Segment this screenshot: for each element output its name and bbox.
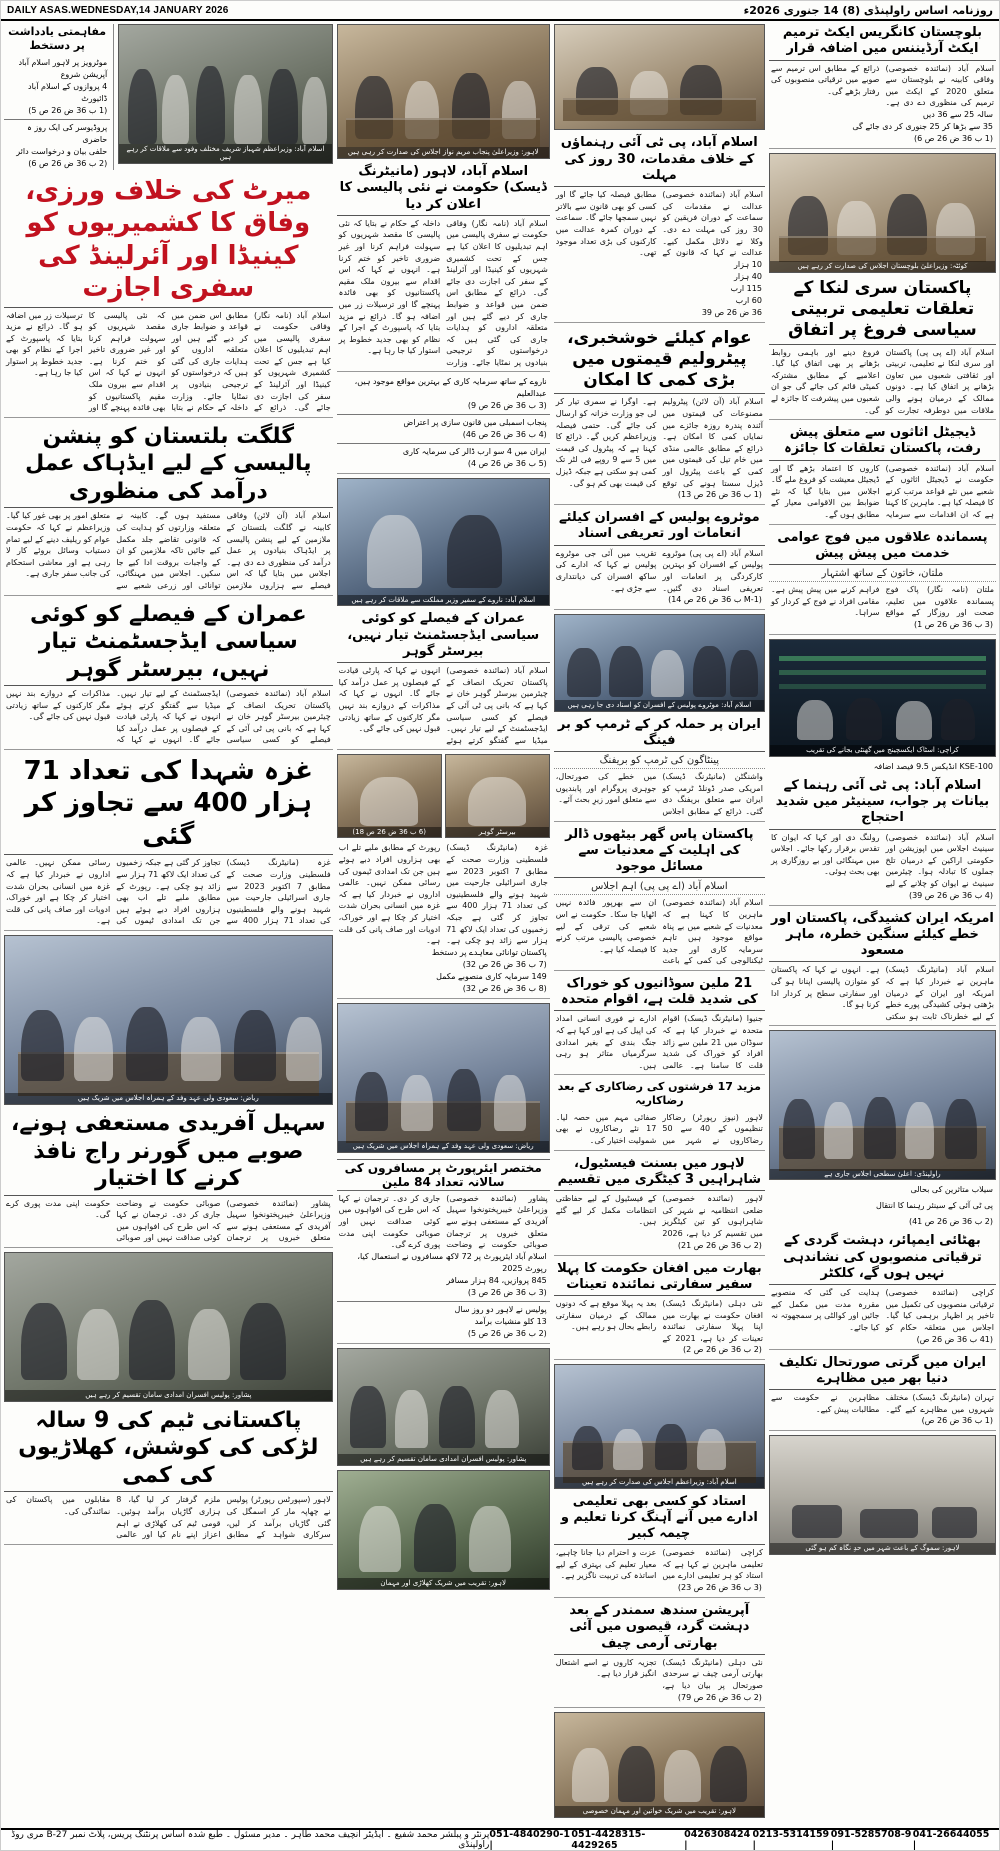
figure-note: 10 ہزار [734, 259, 762, 269]
photo-relief-distribution [4, 1252, 333, 1402]
article-body: نئی دہلی (مانیٹرنگ ڈیسک) افغان حکومت نے بھارت میں اپنا پہلا سفارتی نمائندہ تعینات کر دیا ہے، 2021 کے بعد یہ پہلا موقع ہے کہ دونوں ممالک کے درمیان سفارتی رابطے بحال ہو رہے ہیں۔ [555, 1299, 763, 1343]
side-note: (7 ب 36 ض 26 ص 32) [462, 959, 547, 969]
article-b3 [554, 716, 765, 822]
headline: پاکستان پاس گھر بیٹھوں ڈالر کی اہلیت کے معدنیات سے مسائل موجود [554, 826, 765, 879]
article-notes: (3 ب 36 ض 26 ص 1) [914, 619, 993, 629]
article-body: پشاور (نمائندہ خصوصی) وزیراعلیٰ خیبرپختونخوا سہیل آفریدی کے مستعفی ہونے سے متعلق خبروں پر ترجمان صوبائی حکومت نے وضاحت جاری کر دی۔ ترجمان نے کہا کہ اس طرح کی افواہوں میں کوئی صداقت نہیں اور صوبائی حکومت اپنی مدت پوری کرے گی۔ [338, 1193, 548, 1250]
photo-lahore-smog [769, 1435, 996, 1555]
article-body: اسلام آباد (نمائندہ خصوصی) عدالت نے مقدمات کی سماعت کے دوران فریقین کو 30 روز کی مہلت دے دی۔ وکلا نے دلائل مکمل کیے۔ عدالت نے کہا کہ قانون کے مطابق فیصلہ کیا جائے گا اور کسی کو بھی قانون سے بالاتر نہیں سمجھا جائے گا۔ سماعت کے دوران کمرہ عدالت میں کارکنوں کی بڑی تعداد موجود تھی۔ [555, 190, 763, 258]
headline: عمران کے فیصلے کو کوئی سیاسی ایڈجسٹمنٹ تیار نہیں، بیرسٹر گوہر [337, 610, 550, 663]
side-note: پاکستان توانائی معاہدے پر دستخط [431, 947, 547, 957]
article-a5 [4, 754, 333, 931]
article-b4 [554, 826, 765, 971]
side-note: (4 ب 36 ض 26 ص 46) [462, 430, 547, 440]
masthead [1, 1, 999, 21]
side-note: (2 ب 36 ض 26 ص 41) [908, 1217, 993, 1227]
article-body: اسلام آباد (آن لائن) وفاقی کابینہ نے گلگت بلتستان کے ملازمین کے لیے پنشن پالیسی پر ایڈہاک بنیادوں پر عمل درآمد کی منظوری دے دی ہے۔ اجلاس میں بتایا گیا کہ اس فیصلے سے ہزاروں ملازمین مستفید ہوں گے۔ کابینہ نے متعلقہ وزارتوں کو ہدایت کی کہ قانونی تقاضے جلد مکمل کیے جائیں تاکہ ملازمین کو ان کے واجبات بروقت ادا کیے جا سکیں۔ اجلاس میں مہنگائی، توانائی اور زرعی شعبے سے متعلق امور پر بھی غور کیا گیا۔ وزیراعظم نے کہا کہ حکومت عوام کو ریلیف دینے کے لیے تمام دستیاب وسائل بروئے کار لا رہی ہے اور معاشی استحکام کی جانب سفر جاری ہے۔ [6, 511, 331, 590]
article-body: اسلام آباد (نامہ نگار) وفاقی حکومت نے سفری پالیسی میں اہم تبدیلیوں کا اعلان کیا ہے جس کے تحت کشمیری شہریوں کو کینیڈا اور آئرلینڈ کے سفر کی اجازت دی جائے گی۔ ذرائع کے مطابق اس ضمن میں قواعد و ضوابط جاری کر دیے گئے ہیں اور متعلقہ اداروں کو ہدایات جاری کی گئی ہیں کہ درخواستوں کو ترجیحی بنیادوں پر نمٹایا جائے۔ وزارت داخلہ کے حکام نے بتایا کہ نئی پالیسی کا مقصد شہریوں کو سہولت فراہم کرنا اور غیر ضروری تاخیر کو ختم کرنا ہے۔ انہوں نے کہا کہ اس اقدام سے بیرون ملک مقیم پاکستانیوں کو بھی فائدہ پہنچے گا اور ترسیلات زر میں اضافہ ہو گا۔ ذرائع نے مزید بتایا کہ پاسپورٹ کے اجرا کے نظام کو بھی جدید خطوط پر استوار کیا جا رہا ہے۔ [6, 310, 331, 413]
photo-caption: ریاض: سعودی ولی عہد وفد کے ہمراہ اجلاس میں شریک ہیں [5, 1093, 332, 1104]
photo-pm-delegation [337, 24, 550, 159]
photo-lead-crowd [118, 24, 332, 164]
sidebar-item: (2 ب 36 ض 26 ص 6) [28, 158, 108, 168]
headline: امریکہ ایران کشیدگی، پاکستان اور خطے کیلئے سنگین خطرہ، ماہر مسعود [769, 910, 996, 963]
headline: پاکستان سری لنکا کے تعلقات تعلیمی تربیتی سیاسی فروغ پر اتفاق [769, 277, 996, 345]
column-far-left [769, 24, 996, 1818]
photo-caption: ریاض: سعودی ولی عہد وفد کے ہمراہ اجلاس میں شریک ہیں [338, 1141, 549, 1152]
footer-phone-3: 0213-5314159 | [752, 1829, 830, 1851]
side-note: پولیس نے لاہور دو روز سال [454, 1304, 547, 1314]
lead-photo-block [4, 24, 333, 170]
headline: پاکستانی ٹیم کی 9 سالہ لڑکی کی کوشش، کھلاڑیوں کی کمی [4, 1406, 333, 1493]
photo-caption: بیرسٹر گوہر [446, 827, 549, 838]
photo-rawalpindi-meeting [769, 1030, 996, 1180]
sidebar-item: پروڈیوسر کی ایک روز ہ حاضری [27, 122, 108, 144]
article-notes: (1 ب 36 ض 26 ص 13) [677, 490, 762, 500]
photo-saudi-delegation [4, 935, 333, 1105]
photo-stock-exchange [769, 639, 996, 757]
figure-note: 36 ض 26 ص 39 [701, 307, 762, 317]
article-body: پشاور (نمائندہ خصوصی) وزیراعلیٰ خیبرپختونخوا سہیل آفریدی کے مستعفی ہونے سے متعلق خبروں پر ترجمان صوبائی حکومت نے وضاحت جاری کر دی۔ ترجمان نے کہا کہ اس طرح کی افواہوں میں کوئی صداقت نہیں اور صوبائی حکومت اپنی مدت پوری کرے گی۔ [6, 1198, 331, 1243]
photo-quetta-meeting [769, 153, 996, 273]
headline: غزہ شہدا کی تعداد 71 ہزار 400 سے تجاوز کر گئی [4, 754, 333, 856]
article-c2 [769, 277, 996, 420]
masthead-title-ur: روزنامہ اساس راولپنڈی (8) 14 جنوری 2026ء [743, 3, 993, 17]
footer-phone-5: 051-4428315-4429265 [571, 1829, 646, 1851]
headline: میرٹ کی خلاف ورزی، وفاق کا کشمیریوں کو کینیڈا اور آئرلینڈ کی سفری اجازت [4, 174, 333, 308]
side-note: 149 سرمایہ کاری منصوبے مکمل [436, 971, 547, 981]
headline: سہیل آفریدی مستعفی ہونے، صوبے میں گورنر راج نافذ کرنے کا اختیار [4, 1109, 333, 1196]
headline: اسلام آباد: پی ٹی آئی رہنما کے بیانات پر جواب، سینیٹر میں شدید احتجاج [769, 777, 996, 830]
article-body: اسلام آباد (نمائندہ خصوصی) پاکستان تحریک انصاف کے چیئرمین بیرسٹر گوہر خان نے کہا ہے کہ بانی پی ٹی آئی کے فیصلے کو کسی سیاسی ایڈجسٹمنٹ کے لیے تیار نہیں۔ میڈیا سے گفتگو کرتے ہوئے انہوں نے کہا کہ پارٹی قیادت کے فیصلوں پر عمل درآمد کیا جائے گا۔ انہوں نے کہا کہ مذاکرات کے دروازے بند نہیں مگر کارکنوں کے ساتھ زیادتی قبول نہیں کی جائے گی۔ [338, 666, 548, 745]
headline: 21 ملین سوڈانیوں کو خوراک کی شدید قلت ہے، اقوام متحدہ [554, 975, 765, 1012]
article-subhead: ملتان، خاتون کے ساتھ اشتہار [769, 567, 996, 582]
photo-assembly-session [554, 1364, 765, 1488]
headline: بلوچستان کانگریس ایکٹ ترمیم ایکٹ آرڈیننس میں اضافہ قرار [769, 24, 996, 61]
article-notes: (3 ب 36 ض 26 ص 23) [677, 1583, 762, 1593]
sidebar-item: 4 پروازوں کے اسلام آباد ڈائیورٹ [28, 81, 108, 103]
headline: بھٹائی ایمپائر، دہشت گردی کے ترقیاتی منصوبوں کی نشاندہی نہیں ہوں گے، کلکٹر [769, 1232, 996, 1285]
headline: آپریشن سندھ سمندر کے بعد دہشت گرد، قیصوں میں آئی بھارتی آرمی چیف [554, 1602, 765, 1655]
headline: عوام کیلئے خوشخبری، پیٹرولیم قیمتوں میں بڑی کمی کا امکان [554, 327, 765, 395]
headline: استاد کو کسی بھی تعلیمی ادارے میں آنے آہنگ کرنا تعلیم و چیمہ کبیر [554, 1493, 765, 1546]
photo-caption: لاہور: تقریب میں شریک کھلاڑی اور مہمان [338, 1578, 549, 1589]
headline: موٹروے پولیس کے افسران کیلئے انعامات اور تعریفی اسناد [554, 509, 765, 546]
article-b10 [554, 1493, 765, 1599]
subhead: مختصر ایئرپورٹ پر مسافروں کی سالانہ تعداد 84 ملین [337, 1159, 550, 1191]
article-a7 [4, 1406, 333, 1545]
photo-caption: کوئٹہ: وزیراعلیٰ بلوچستان اجلاس کی صدارت کر رہے ہیں [770, 261, 995, 272]
article-c7 [769, 910, 996, 1027]
photo-riyadh-meeting [337, 1003, 550, 1153]
article-a4-lead [4, 600, 333, 750]
article-b6 [554, 1079, 765, 1150]
side-note: 13 کلو منشیات برآمد [474, 1316, 547, 1326]
footer-phone-6: 051-4840290-1 | [489, 1829, 570, 1851]
photo-norway-ambassador [337, 478, 550, 606]
headline: پسماندہ علاقوں میں فوج عوامی خدمت میں پیش پیش [769, 529, 996, 566]
photo-caption: راولپنڈی: اعلیٰ سطحی اجلاس جاری ہے [770, 1169, 995, 1180]
article-body: اسلام آباد (اے پی پی) موٹروے پولیس کے افسران کو بہترین کارکردگی پر انعامات اور تعریفی اسناد دی گئیں۔ تقریب میں آئی جی موٹروے پولیس نے کہا کہ ادارے کی ساکھ افسران کی دیانتداری سے جڑی ہے۔ [555, 548, 763, 593]
article-body: اسلام آباد (آن لائن) پیٹرولیم مصنوعات کی قیمتوں میں آئندہ پندرہ روزہ جائزے میں نمایاں کمی کا امکان ہے۔ ذرائع کے مطابق عالمی منڈی میں خام تیل کی قیمتوں میں کمی کے باعث پیٹرول اور ڈیزل سستا ہونے کی توقع ہے۔ اوگرا نے سمری تیار کر لی جو وزارت خزانہ کو ارسال کی جائے گی۔ حتمی فیصلہ وزیراعظم کریں گے۔ ذرائع کا کہنا ہے کہ پیٹرول کی قیمت میں 5 سے 9 روپے فی لٹر تک کمی ہو سکتی ہے جبکہ ڈیزل کی قیمت بھی کم ہو گی۔ [555, 397, 763, 488]
article-b1 [554, 327, 765, 506]
side-note: ناروے کے ساتھ سرمایہ کاری کے بہترین مواقع موجود ہیں، عبدالعلیم [354, 377, 547, 399]
page-grid [1, 21, 999, 1821]
footer-phone-4: 0426308424 | [684, 1829, 751, 1851]
headline: بھارت میں افغان حکومت کا پہلا سفیر سفارتی نمائندہ تعینات [554, 1260, 765, 1297]
photo-caption: اسلام آباد: ناروے کے سفیر وزیر مملکت سے ملاقات کر رہے ہیں [338, 595, 549, 606]
article-b5 [554, 975, 765, 1075]
footer-imprint: پرنٹر و پبلشر محمد شفیع ۔ ایڈیٹر انچیف محمد طاہر ۔ مدیر مسئول ۔ طبع شدہ اساس پرنٹنگ پریس، پلاٹ نمبر 27-B مری روڈ راولپنڈی [11, 1830, 490, 1850]
article-c9 [769, 1232, 996, 1349]
article-a6-side [337, 1157, 550, 1344]
column-lead [4, 24, 333, 1818]
photo-caption: لاہور: تقریب میں شریک خواتین اور مہمان خصوصی [555, 1806, 764, 1817]
side-note: (3 ب 36 ض 26 ص 3) [467, 1287, 547, 1297]
article-notes: (41 ب 36 ض 26 ص) [916, 1334, 993, 1344]
article-body: کراچی (نمائندہ خصوصی) تعلیمی ماہرین نے کہا ہے کہ استاد کو ہر تعلیمی ادارے میں عزت و احترام دیا جانا چاہیے، معیار تعلیم کی بہتری کے لیے اساتذہ کی تربیت ناگزیر ہے۔ [555, 1548, 763, 1581]
photo-caption: پشاور: پولیس افسران امدادی سامان تقسیم کر رہے ہیں [5, 1390, 332, 1401]
article-body: اسلام آباد (نامہ نگار) وفاقی حکومت نے سفری پالیسی میں اہم تبدیلیوں کا اعلان کیا ہے جس کے تحت کشمیری شہریوں کو کینیڈا اور آئرلینڈ کے سفر کی اجازت دی جائے گی۔ ذرائع کے مطابق اس ضمن میں قواعد و ضوابط جاری کر دیے گئے ہیں اور متعلقہ اداروں کو ہدایات جاری کی گئی ہیں کہ درخواستوں کو ترجیحی بنیادوں پر نمٹایا جائے۔ وزارت داخلہ کے حکام نے بتایا کہ نئی پالیسی کا مقصد شہریوں کو سہولت فراہم کرنا اور غیر ضروری تاخیر کو ختم کرنا ہے۔ انہوں نے کہا کہ اس اقدام سے بیرون ملک مقیم پاکستانیوں کو بھی فائدہ پہنچے گا اور ترسیلات زر میں اضافہ ہو گا۔ ذرائع نے مزید بتایا کہ پاسپورٹ کے اجرا کے نظام کو بھی جدید خطوط پر استوار کیا جا رہا ہے۔ [338, 218, 548, 367]
article-subhead: اسلام آباد (اے پی پی) اہم اجلاس [554, 880, 765, 895]
article-notes: سالہ 25 سے 36 دیں [922, 109, 993, 119]
figure-note: 40 ہزار [734, 271, 762, 281]
article-notes: (2 ب 36 ض 26 ص 79) [677, 1692, 762, 1702]
stock-ticker-value: KSE-100 انڈیکس 9.5 فیصد اضافہ [873, 761, 993, 771]
side-note: پنجاب اسمبلی میں قانون سازی پر اعتراض [403, 418, 547, 428]
article-body: تہران (مانیٹرنگ ڈیسک) مختلف شہروں میں مظاہرے کیے گئے۔ مظاہرین نے حکومت سے مطالبات پیش کیے۔ [770, 1393, 994, 1414]
photo-caption: اسلام آباد: وزیراعظم اجلاس کی صدارت کر رہے ہیں [555, 1477, 764, 1488]
article-notes: (2 ب 36 ض 26 ص 21) [677, 1240, 762, 1250]
headline: اسلام آباد، لاہور (مانیٹرنگ ڈیسک) حکومت نے نئی پالیسی کا اعلان کر دیا [337, 163, 550, 216]
lead-sidebar [4, 24, 114, 170]
portrait-strip [337, 754, 550, 838]
article-a2 [4, 174, 333, 418]
headline: گلگت بلتستان کو پنشن پالیسی کے لیے ایڈہاک عمل درآمد کی منظوری [4, 422, 333, 509]
article-body: نئی دہلی (مانیٹرنگ ڈیسک) بھارتی آرمی چیف نے سرحدی صورتحال پر بیان دیا ہے، تجزیہ کاروں نے اسے اشتعال انگیز قرار دیا ہے۔ [555, 1657, 763, 1690]
photo-caption: (6 ب 36 ض 26 ص 18) [338, 827, 441, 838]
article-notes: 35 سے بڑھا کر 25 جنوری کر دی جائے گی [852, 121, 993, 131]
article-a3-notes [337, 376, 550, 474]
article-body: لاہور (سپورٹس رپورٹر) پولیس نے چھاپہ مار کر اسمگل کی گئی گاڑیاں برآمد کر لیں، سرکاری شواہد کے مطابق ملزم گرفتار کر لیا گیا، 8 ہزاری گاڑیاں برآمد ہوئیں۔ قومی ٹیم کی کھلاڑی نے اہم اعزاز اپنے نام کیا اور عالمی مقابلوں میں پاکستان کی نمائندگی کی۔ [6, 1495, 331, 1540]
photo-portrait-2 [337, 754, 442, 838]
sidebar-headline: مفاہمتی یادداشت پر دستخط [8, 25, 107, 52]
article-body: اسلام آباد (نمائندہ خصوصی) ماہرین کا کہنا ہے کہ معدنیات کے شعبے میں بے پناہ مواقع موجود ہیں تاہم سرمایہ کاری اور جدید ٹیکنالوجی کی کمی کے باعث ان سے بھرپور فائدہ نہیں اٹھایا جا سکا۔ حکومت نے اس شعبے کی ترقی کے لیے خصوصی پالیسی مرتب کرنے کا فیصلہ کیا ہے۔ [555, 898, 763, 966]
article-notes: (2 ب 36 ض 26 ص 2) [682, 1345, 762, 1355]
article-notes: (4 ب 36 ض 26 ص 39) [908, 890, 993, 900]
article-a2-side [337, 163, 550, 372]
article-body: اسلام آباد (اے پی پی) پاکستان اور سری لنکا نے تعلیمی، تربیتی اور ثقافتی شعبوں میں تعاون بڑھانے پر اتفاق کیا ہے۔ دونوں ممالک کے درمیان ہونے والی ملاقات میں دوطرفہ تجارت کو فروغ دینے اور باہمی روابط بڑھانے پر بھی اتفاق کیا گیا۔ اعلامیے کے مطابق مشترکہ کمیٹی قائم کی جائے گی جو ان شعبوں میں پیشرفت کا جائزہ لے گی۔ [770, 347, 994, 415]
article-body: کراچی (نمائندہ خصوصی) ترقیاتی منصوبوں کی تکمیل میں تاخیر پر اظہار برہمی کیا گیا۔ اجلاس میں متعلقہ حکام کو ہدایت کی گئی کہ منصوبے مقررہ مدت میں مکمل کیے جائیں اور کوالٹی پر سمجھوتہ نہ کیا جائے۔ [770, 1288, 994, 1332]
photo-caption: لاہور: سموگ کے باعث شہر میں حدِ نگاہ کم ہو گئی [770, 1543, 995, 1554]
column-mid-left [554, 24, 765, 1818]
article-a4 [337, 610, 550, 750]
photo-caption: اسلام آباد: وزیراعظم شہباز شریف مختلف وفود سے ملاقات کر رہے ہیں [119, 144, 331, 164]
photo-police-relief [337, 1348, 550, 1466]
side-note: (8 ب 36 ض 26 ص 32) [462, 983, 547, 993]
sidebar-item: حلفی بیان و درخواست دائر [16, 146, 108, 156]
headline: ایران میں گرتی صورتحال تکلیف دنیا بھر میں مظاہرے [769, 1354, 996, 1391]
article-c3 [769, 424, 996, 524]
article-body: لاہور (نمائندہ خصوصی) ضلعی انتظامیہ نے شہر کی شاہراہوں کو تین کیٹگریز میں تقسیم کر دیا ہے، 2026 کے فیسٹیول کے لیے حفاظتی انتظامات مکمل کر لیے گئے ہیں۔ [555, 1194, 763, 1238]
article-body: اسلام آباد (نمائندہ خصوصی) سینیٹ اجلاس میں اپوزیشن اور حکومتی اراکین کے درمیان تلخ جملوں کا تبادلہ ہوا۔ چیئرمین سینیٹ نے ایوان کو چلانے کے لیے رولنگ دی اور کہا کہ ایوان کا تقدس برقرار رکھا جائے۔ اجلاس میں مہنگائی اور بے روزگاری پر بھی بحث ہوئی۔ [770, 832, 994, 889]
side-note: 845 پروازیں، 84 ہزار مسافر [446, 1275, 547, 1285]
photo-award-ceremony [337, 1470, 550, 1590]
photo-caption: کراچی: اسٹاک ایکسچینج میں گھنٹی بجانے کی تقریب [770, 745, 995, 756]
photo-caption: اسلام آباد: موٹروے پولیس کے افسران کو اسناد دی جا رہی ہیں [555, 700, 764, 711]
sidebar-item: (1 ب 36 ض 26 ص 5) [28, 105, 108, 115]
side-note: ایران میں 4 سو ارب ڈالر کی سرمایہ کاری [402, 447, 547, 457]
photo-motorway-police [554, 614, 765, 712]
article-b2 [554, 509, 765, 610]
article-subhead: پینٹاگون کی ٹرمپ کو بریفنگ [554, 754, 765, 769]
article-body: اسلام آباد (نمائندہ خصوصی) حکومت نے ڈیجیٹل اثاثوں کے شعبے میں نئے قواعد مرتب کرنے کا فیصلہ کیا ہے۔ ماہرین کا کہنا ہے کہ ان اقدامات سے سرمایہ کاروں کا اعتماد بڑھے گا اور ڈیجیٹل معیشت کو فروغ ملے گا۔ اجلاس میں بتایا گیا کہ نئے ضوابط بین الاقوامی معیار کے مطابق ہوں گے۔ [770, 463, 994, 520]
article-body: اسلام آباد (نمائندہ خصوصی) وفاقی کابینہ نے بلوچستان سے متعلق 2020 کے ایکٹ میں ترمیم کی منظوری دے دی ہے۔ ذرائع کے مطابق اس ترمیم سے صوبے میں ترقیاتی منصوبوں کی رفتار بڑھے گی۔ [770, 63, 994, 108]
page-footer [1, 1828, 999, 1850]
article-body: اسلام آباد (مانیٹرنگ ڈیسک) ماہرین نے خبردار کیا ہے کہ امریکہ اور ایران کے درمیان بڑھتی ہوئی کشیدگی پورے خطے کے لیے خطرناک ثابت ہو سکتی ہے۔ انہوں نے کہا کہ پاکستان کو متوازن پالیسی اپنانا ہو گی اور سفارتی سطح پر کردار ادا کرنا ہو گا۔ [770, 965, 994, 1021]
article-c4 [769, 529, 996, 635]
headline: لاہور میں بسنت فیسٹیول، شاہراہیں 3 کیٹگری میں تقسیم [554, 1155, 765, 1192]
headline: اسلام آباد، پی ٹی آئی رہنماؤں کے خلاف مقدمات، 30 روز کی مہلت [554, 134, 765, 187]
article-a3 [4, 422, 333, 596]
sidebar-item: موٹرویز پر لاہور اسلام آباد آپریشن شروع [18, 57, 108, 79]
article-c1 [769, 24, 996, 149]
article-body: جنیوا (مانیٹرنگ ڈیسک) اقوام متحدہ نے خبردار کیا ہے کہ سوڈان میں 21 ملین سے زائد افراد کو خوراک کی شدید قلت کا سامنا ہے۔ عالمی ادارے نے فوری انسانی امداد کی اپیل کی ہے اور کہا ہے کہ جنگ بندی کے بغیر امدادی سرگرمیاں متاثر ہو رہی ہیں۔ [555, 1014, 763, 1070]
article-notes: (M-1 ب 36 ض 26 ص 14) [668, 595, 762, 605]
figure-note: 115 ارب [730, 283, 762, 293]
column-mid-right [337, 24, 550, 1818]
article-b11 [554, 1602, 765, 1708]
headline: ڈیجیٹل اثاثوں سے متعلق پیش رفت، پاکستان تعلقات کا جائزہ [769, 424, 996, 461]
side-note: (3 ب 36 ض 26 ص 9) [467, 401, 547, 411]
footer-phone-1: 041-26644055 | [912, 1829, 990, 1851]
article-notes: (1 ب 36 ض 26 ص) [921, 1416, 993, 1426]
side-note: (2 ب 36 ض 26 ص 5) [467, 1328, 547, 1338]
article-b8 [554, 1260, 765, 1361]
side-note: پی ٹی آئی کے سینئر رہنما کا انتقال [876, 1201, 993, 1211]
photo-portrait-1 [445, 754, 550, 838]
headline: عمران کے فیصلے کو کوئی سیاسی ایڈجسٹمنٹ تیار نہیں، بیرسٹر گوہر [4, 600, 333, 687]
footer-phone-2: 091-5285708-9 | [830, 1829, 912, 1851]
photo-caption: لاہور: وزیراعلیٰ پنجاب مریم نواز اجلاس کی صدارت کر رہی ہیں [338, 147, 549, 158]
article-notes: (1 ب 36 ض 26 ص 6) [914, 133, 993, 143]
photo-ceremony-women [554, 1712, 765, 1818]
figure-note: 60 ارب [735, 295, 762, 305]
article-body: غزہ (مانیٹرنگ ڈیسک) فلسطینی وزارت صحت کے مطابق 7 اکتوبر 2023 سے جاری اسرائیلی جارحیت میں شہید ہونے والے فلسطینیوں کی تعداد 71 ہزار 400 سے تجاوز کر گئی ہے جبکہ زخمیوں کی تعداد ایک لاکھ 71 ہزار سے زائد ہو چکی ہے۔ رپورٹ کے مطابق ملبے تلے اب بھی ہزاروں افراد دبے ہوئے ہیں جن تک امدادی ٹیموں کی رسائی ممکن نہیں۔ عالمی اداروں نے خبردار کیا ہے کہ غزہ میں انسانی بحران شدت اختیار کر چکا ہے اور خوراک، ادویات اور صاف پانی کی قلت ہے۔ [6, 858, 331, 926]
article-body: غزہ (مانیٹرنگ ڈیسک) فلسطینی وزارت صحت کے مطابق 7 اکتوبر 2023 سے جاری اسرائیلی جارحیت میں شہید ہونے والے فلسطینیوں کی تعداد 71 ہزار 400 سے تجاوز کر گئی ہے جبکہ زخمیوں کی تعداد ایک لاکھ 71 ہزار سے زائد ہو چکی ہے۔ رپورٹ کے مطابق ملبے تلے اب بھی ہزاروں افراد دبے ہوئے ہیں جن تک امدادی ٹیموں کی رسائی ممکن نہیں۔ عالمی اداروں نے خبردار کیا ہے کہ غزہ میں انسانی بحران شدت اختیار کر چکا ہے اور خوراک، ادویات اور صاف پانی کی قلت ہے۔ [338, 843, 548, 946]
article-b7 [554, 1155, 765, 1256]
side-note: (5 ب 36 ض 26 ص 4) [467, 459, 547, 469]
photo-pm-office [554, 24, 765, 130]
article-body: لاہور (نیوز رپورٹر) رضاکار تنظیموں کے 40 سے 50 رضاکاروں نے شہر میں صفائی مہم میں حصہ لیا۔ 17 نئے رضاکاروں نے بھی شمولیت اختیار کی۔ [555, 1112, 763, 1146]
article-a6 [4, 1109, 333, 1248]
article-c6 [769, 777, 996, 906]
article-a5-side [337, 842, 550, 998]
headline: ایران پر حملہ کر کے ٹرمپ کو بر فینگ [554, 716, 765, 753]
article-d1 [554, 134, 765, 322]
side-note: سیلاب متاثرین کی بحالی [910, 1185, 993, 1195]
side-note: اسلام آباد ایئرپورٹ پر 72 لاکھ مسافروں نے استعمال کیا، رپورٹ 2025 [357, 1251, 547, 1273]
headline: مزید 17 فرشتوں کی رضاکاری کے بعد رضاکاریہ [557, 1080, 761, 1108]
article-c10 [769, 1354, 996, 1432]
article-body: واشنگٹن (مانیٹرنگ ڈیسک) امریکی صدر ڈونلڈ ٹرمپ کو ایران سے متعلق بریفنگ دی گئی۔ ذرائع کے مطابق اجلاس میں خطے کی صورتحال، جوہری پروگرام اور پابندیوں سے متعلق امور زیرِ بحث آئے۔ [555, 772, 763, 816]
article-body: اسلام آباد (نمائندہ خصوصی) پاکستان تحریک انصاف کے چیئرمین بیرسٹر گوہر خان نے کہا ہے کہ بانی پی ٹی آئی کے فیصلے کو کسی سیاسی ایڈجسٹمنٹ کے لیے تیار نہیں۔ میڈیا سے گفتگو کرتے ہوئے انہوں نے کہا کہ پارٹی قیادت کے فیصلوں پر عمل درآمد کیا جائے گا۔ انہوں نے کہا کہ مذاکرات کے دروازے بند نہیں مگر کارکنوں کے ساتھ زیادتی قبول نہیں کی جائے گی۔ [6, 689, 331, 745]
photo-caption: پشاور: پولیس افسران امدادی سامان تقسیم کر رہے ہیں [338, 1454, 549, 1465]
article-body: ملتان (نامہ نگار) پاک فوج پسماندہ علاقوں میں تعلیم، صحت اور روزگار کے مواقع فراہم کرنے میں پیش پیش ہے۔ مقامی افراد نے فوج کے کردار کو سراہا۔ [770, 585, 994, 618]
masthead-title-en: DAILY ASAS.WEDNESDAY,14 JANUARY 2026 [7, 4, 229, 16]
